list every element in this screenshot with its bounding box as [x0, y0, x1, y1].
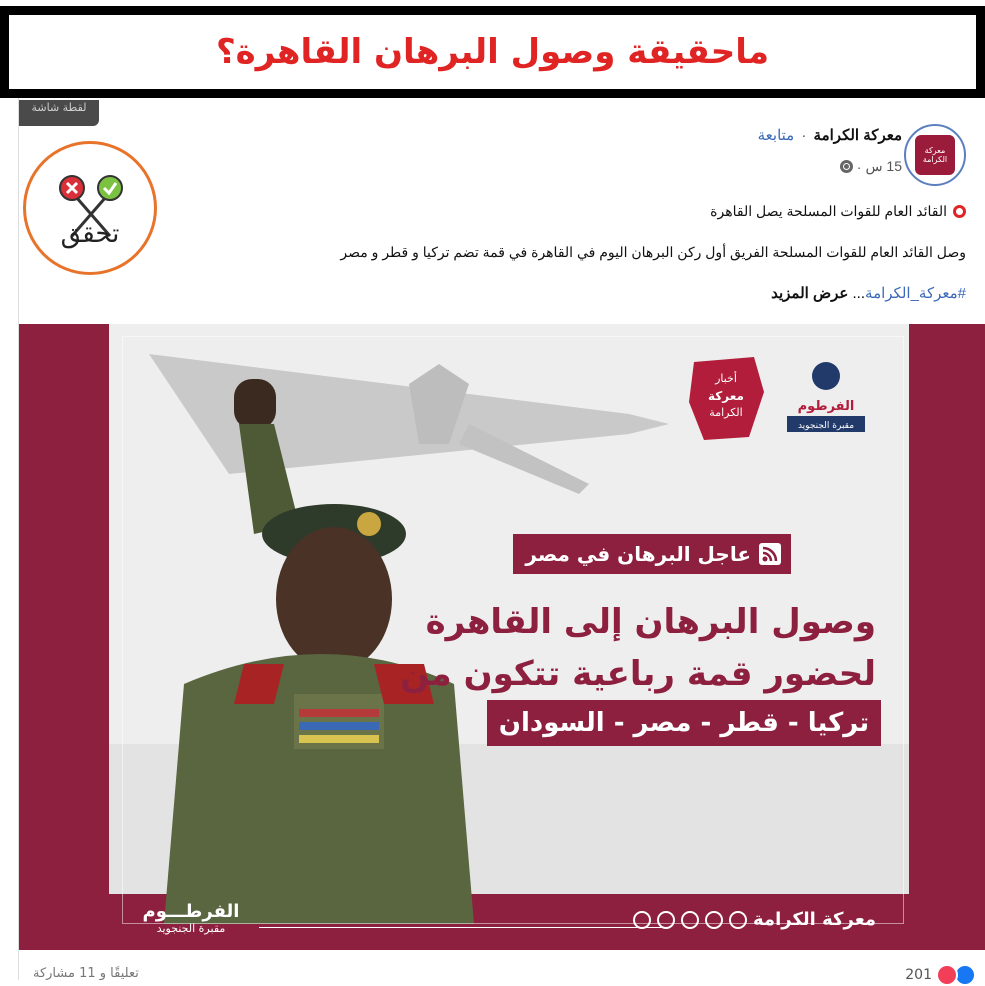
post-meta [840, 158, 902, 175]
footer-logo-line-2: مقبرة الجنجويد [156, 922, 226, 935]
post-line-3 [771, 284, 966, 302]
author-name[interactable]: معركة الكرامة [813, 127, 902, 144]
image-headline [356, 596, 876, 700]
page-avatar[interactable] [904, 124, 966, 186]
title-banner [0, 6, 985, 98]
instagram-icon [705, 911, 723, 929]
screenshot-tab: لقطة شاشة [19, 100, 99, 126]
ellipsis: ... [852, 285, 866, 302]
news-logo-line-3: الكرامة [709, 406, 743, 419]
facebook-icon [633, 911, 651, 929]
follow-link[interactable]: متابعة [757, 127, 795, 144]
facebook-post [18, 98, 985, 983]
fact-check-icon [26, 144, 154, 272]
telegram-icon [729, 911, 747, 929]
breaking-news-box [513, 534, 791, 574]
post-time[interactable]: 15 س [865, 158, 902, 174]
hashtag-link[interactable]: #معركة_الكرامة [865, 285, 966, 302]
headline-line-1: وصول البرهان إلى القاهرة [425, 602, 876, 642]
whatsapp-icon [681, 911, 699, 929]
khartoum-logo [783, 358, 869, 438]
news-logo [684, 352, 769, 442]
headline-line-2: لحضور قمة رباعية تتكون من [400, 654, 876, 694]
banner-title: ماحقيقة وصول البرهان القاهرة؟ [215, 32, 770, 72]
countries-box: تركيا - قطر - مصر - السودان [487, 700, 881, 746]
badge-label: تحقق [60, 219, 120, 249]
twitter-icon [657, 911, 675, 929]
page-avatar-logo: معركة الكرامة [915, 135, 955, 175]
news-logo-line-1: أخبار [715, 372, 737, 385]
post-image[interactable] [19, 324, 985, 950]
footer-divider [259, 927, 664, 928]
breaking-news-text: عاجل البرهان في مصر [525, 542, 751, 566]
meta-separator: · [856, 158, 862, 175]
post-line-1 [710, 203, 966, 220]
author-separator: · [801, 127, 807, 144]
sudan-map-logo [684, 352, 769, 442]
love-reaction-icon [936, 964, 958, 986]
rss-icon [759, 543, 781, 565]
see-more-link[interactable]: عرض المزيد [771, 285, 849, 302]
khartoum-logo-line-2: مقبرة الجنجويد [797, 421, 855, 431]
footer-logo [131, 902, 251, 936]
globe-icon[interactable] [840, 160, 853, 173]
post-footer [19, 956, 985, 983]
post-line-2: وصل القائد العام للقوات المسلحة الفريق أول ركن البرهان اليوم في القاهرة في قمة تضم تركيا و قطر و مصر [340, 244, 966, 260]
reactions[interactable] [905, 964, 976, 986]
skull-logo [783, 358, 869, 438]
comments-shares[interactable]: تعليقًا و 11 مشاركة [33, 966, 139, 981]
footer-brand-text: معركة الكرامة [753, 909, 876, 930]
reaction-count: 201 [905, 967, 932, 983]
khartoum-logo-line-1: الفرطوم [797, 399, 855, 414]
news-logo-line-2: معركة [708, 389, 744, 403]
image-footer-brand [633, 909, 876, 930]
footer-logo-line-1: الفرطـــوم [142, 901, 240, 922]
author-line [758, 126, 902, 144]
fact-check-badge [23, 141, 157, 275]
title-banner-inner [9, 15, 976, 89]
rss-glyph [759, 543, 781, 565]
post-line-1-text: القائد العام للقوات المسلحة يصل القاهرة [710, 203, 947, 219]
red-circle-icon [953, 205, 966, 218]
